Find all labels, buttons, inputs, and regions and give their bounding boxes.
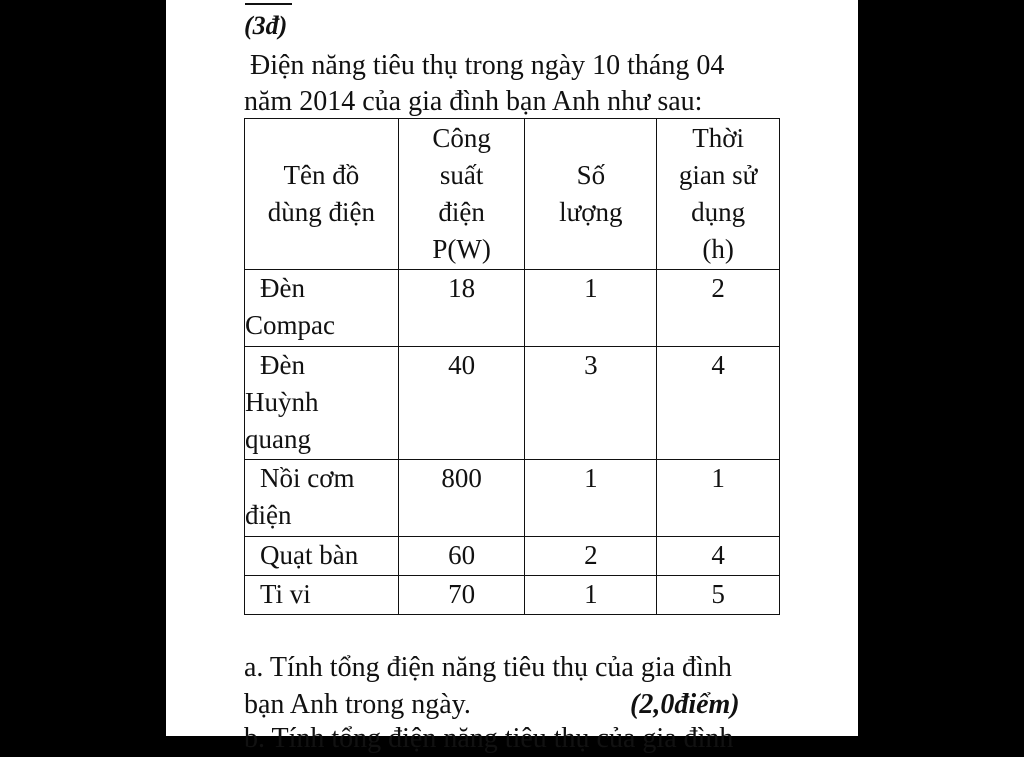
table-header-row [245,119,780,270]
header-text: điện [438,197,485,227]
hours-value: 2 [657,270,780,347]
intro-paragraph [244,48,724,120]
hours-value: 4 [657,347,780,460]
table-row [245,270,780,347]
electricity-usage-table [244,118,780,615]
header-text: dụng [691,197,746,227]
header-text: Tên đồ [283,160,360,190]
top-rule [245,3,292,5]
question-a-line-2: bạn Anh trong ngày. [244,689,471,720]
hours-value: 5 [657,576,780,615]
quantity-value: 2 [525,537,657,576]
appliance-name [245,576,399,615]
question-a-points: (2,0điểm) [630,689,740,720]
appliance-name [245,270,399,347]
header-text: gian sử [678,160,758,190]
appliance-name [245,347,399,460]
header-text: dùng điện [267,197,375,227]
quantity-value: 1 [525,270,657,347]
hours-value: 1 [657,460,780,537]
header-text: Công [432,123,491,153]
appliance-name [245,460,399,537]
question-a [244,649,740,723]
document-page [166,0,858,754]
quantity-value: 3 [525,347,657,460]
name-text: Huỳnh [245,387,319,417]
appliance-name [245,537,399,576]
header-quantity [525,119,657,270]
power-value: 70 [398,576,525,615]
header-text: (h) [702,234,734,264]
name-text: Đèn [260,273,305,303]
name-text: Compac [245,310,335,340]
header-text: Thời [692,123,744,153]
name-text: quang [245,424,311,454]
question-a-line-1: a. Tính tổng điện năng tiêu thụ của gia đình [244,652,732,683]
table-row [245,537,780,576]
score-label: (3đ) [244,11,288,40]
header-text: suất [439,160,484,190]
header-text: P(W) [432,234,491,264]
quantity-value: 1 [525,576,657,615]
power-value: 40 [398,347,525,460]
header-appliance-name [245,119,399,270]
name-text: Quạt bàn [260,540,359,570]
name-text: điện [245,500,292,530]
header-text: Số [576,160,606,190]
name-text: Nồi cơm [260,463,355,493]
intro-line-2: năm 2014 của gia đình bạn Anh như sau: [244,86,703,117]
header-text: lượng [559,197,623,227]
power-value: 60 [398,537,525,576]
question-b-partial: b. Tính tổng điện năng tiêu thụ của gia đình [244,723,734,754]
name-text: Ti vi [260,579,311,609]
intro-line-1: Điện năng tiêu thụ trong ngày 10 tháng 04 [250,50,725,81]
power-value: 800 [398,460,525,537]
table-row [245,460,780,537]
hours-value: 4 [657,537,780,576]
header-usage-time [657,119,780,270]
name-text: Đèn [260,350,305,380]
quantity-value: 1 [525,460,657,537]
table-row [245,347,780,460]
power-value: 18 [398,270,525,347]
table-row [245,576,780,615]
header-power [398,119,525,270]
